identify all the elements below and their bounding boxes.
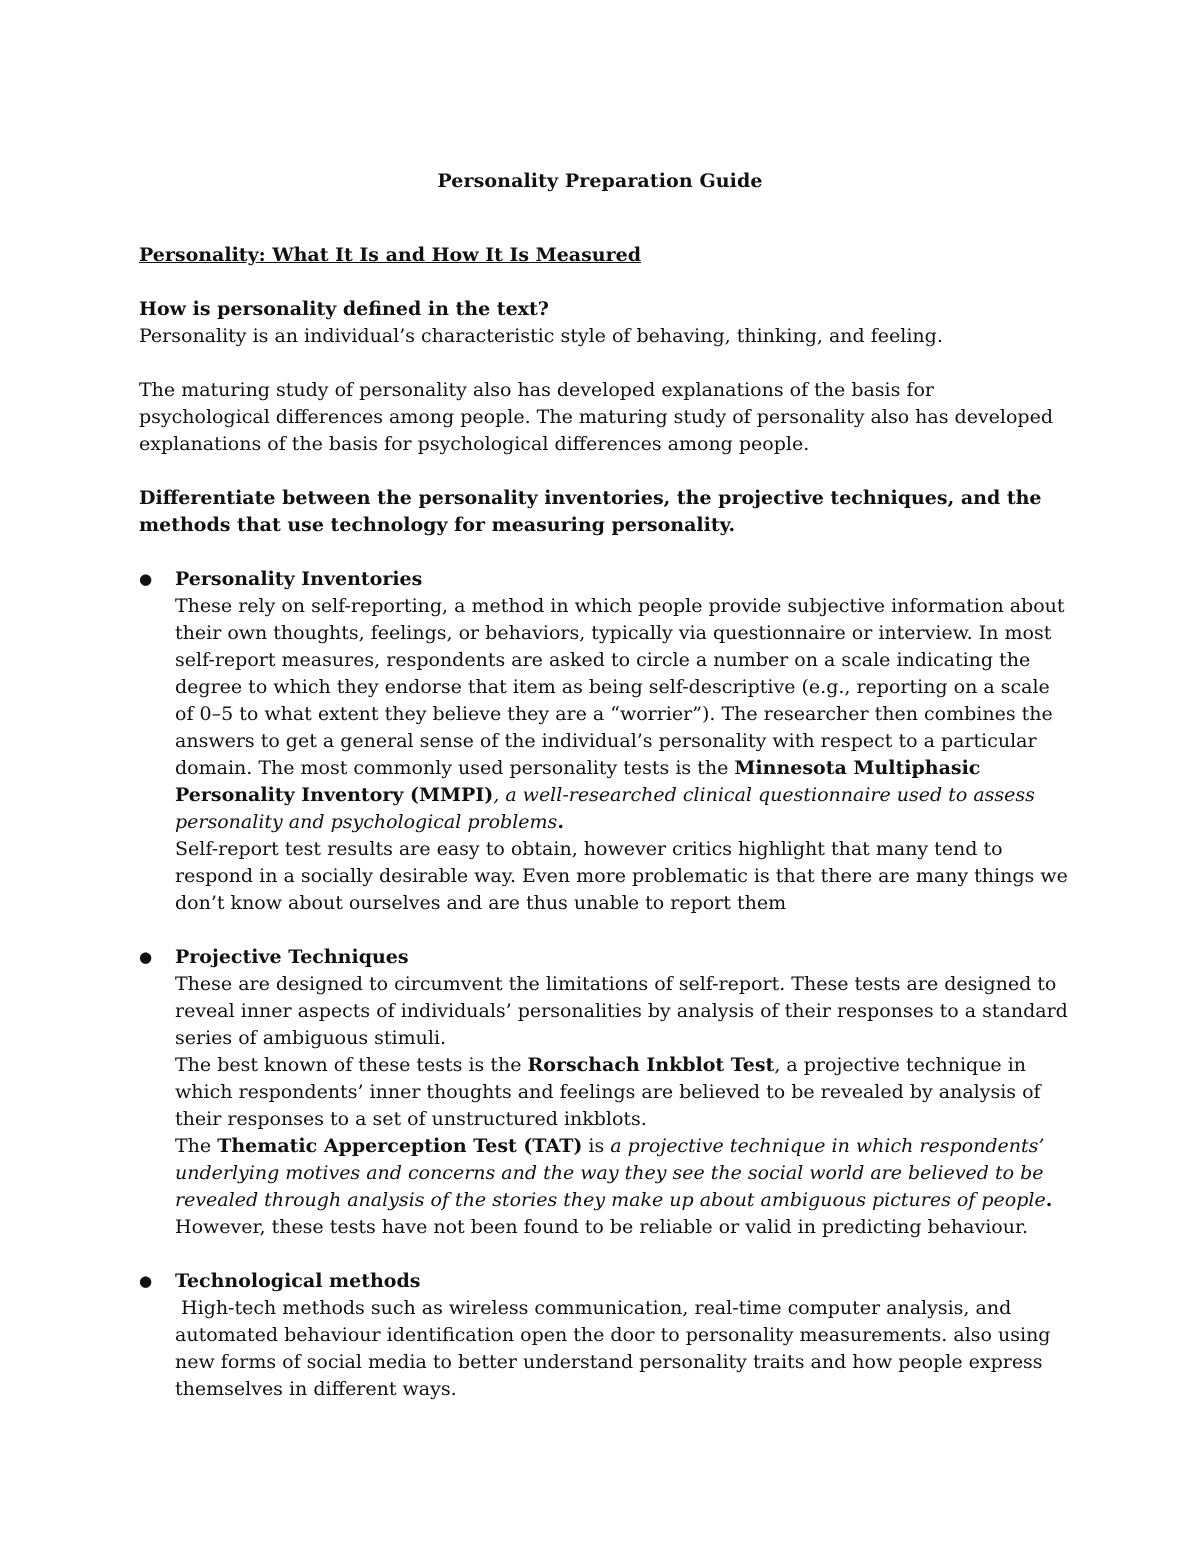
tat-definition: a projective technique in which respondents’ underlying motives and concerns and the way they see the social world are believed to be revealed through analysis of the stories they make up about ambiguous pictures of people <box>175 1135 1046 1211</box>
bullet-heading: Technological methods <box>175 1270 421 1292</box>
inventories-paragraph <box>175 593 1069 836</box>
bullet-heading: Projective Techniques <box>175 946 409 968</box>
rorschach-post: , a projective technique in which respondents’ inner thoughts and feelings are believed to be revealed by analysis of their responses to a set of unstructured inkblots. <box>175 1054 1041 1130</box>
self-report-critique: Self-report test results are easy to obtain, however critics highlight that many tend to respond in a socially desirable way. Even more problematic is that there are many things we don’t know about ourselves and are thus unable to report them <box>175 838 1068 914</box>
technological-text: High-tech methods such as wireless communication, real-time computer analysis, and automated behaviour identification open the door to personality measurements. also using new forms of social media to better understand personality traits and how people express themselves in different ways. <box>175 1297 1057 1400</box>
rorschach-term: Rorschach Inkblot Test <box>527 1054 775 1076</box>
rorschach-pre: The best known of these tests is the <box>175 1054 528 1076</box>
document-title: Personality Preparation Guide <box>437 170 763 192</box>
question-definition <box>139 296 1069 350</box>
bullet-icon: ● <box>139 948 153 966</box>
question-differentiate: Differentiate between the personality inventories, the projective techniques, and the methods that use technology for measuring personality. <box>139 487 1042 536</box>
mmpi-definition: a well-researched clinical questionnaire used to assess personality and psychological problems <box>175 784 1035 833</box>
mmpi-period: . <box>557 811 564 833</box>
answer-text: Personality is an individual’s characteristic style of behaving, thinking, and feeling. <box>139 325 943 347</box>
tat-pre: The <box>175 1135 218 1157</box>
projective-critique: However, these tests have not been found to be reliable or valid in predicting behaviour. <box>175 1216 1029 1238</box>
methods-list <box>139 566 1069 1403</box>
bullet-heading: Personality Inventories <box>175 568 423 590</box>
rorschach-paragraph <box>175 1052 1069 1133</box>
mmpi-term: Minnesota Multiphasic Personality Inventory (MMPI) <box>175 757 981 806</box>
projective-intro: These are designed to circumvent the limitations of self-report. These tests are designed to reveal inner aspects of individuals’ personalities by analysis of their responses to a standard series of ambiguous stimuli. <box>175 973 1068 1049</box>
document-body <box>139 242 1069 1430</box>
section-heading: Personality: What It Is and How It Is Measured <box>139 244 642 266</box>
tat-term: Thematic Apperception Test (TAT) <box>217 1135 583 1157</box>
tat-paragraph <box>175 1133 1069 1214</box>
paragraph-maturing-study: The maturing study of personality also has developed explanations of the basis for psychological differences among people. The maturing study of personality also has developed explanations of the basis for psychological differences among people. <box>139 379 1053 455</box>
inventories-text: These rely on self-reporting, a method in which people provide subjective information about their own thoughts, feelings, or behaviors, typically via questionnaire or interview. In most self-report measures, respondents are asked to circle a number on a scale indicating the degree to which they endorse that item as being self-descriptive (e.g., reporting on a scale of 0–5 to what extent they believe they are a “worrier”). The researcher then combines the answers to get a general sense of the individual’s personality with respect to a particular domain. The most commonly used personality tests is the <box>175 595 1065 779</box>
tat-is: is <box>582 1135 611 1157</box>
tat-period: . <box>1045 1189 1053 1211</box>
bullet-icon: ● <box>139 570 153 588</box>
bullet-icon: ● <box>139 1272 153 1290</box>
question-text: How is personality defined in the text? <box>139 298 549 320</box>
list-item-technological-methods <box>139 1268 1069 1403</box>
list-item-personality-inventories <box>139 566 1069 917</box>
list-item-projective-techniques <box>139 944 1069 1241</box>
mmpi-comma: , <box>493 784 506 806</box>
